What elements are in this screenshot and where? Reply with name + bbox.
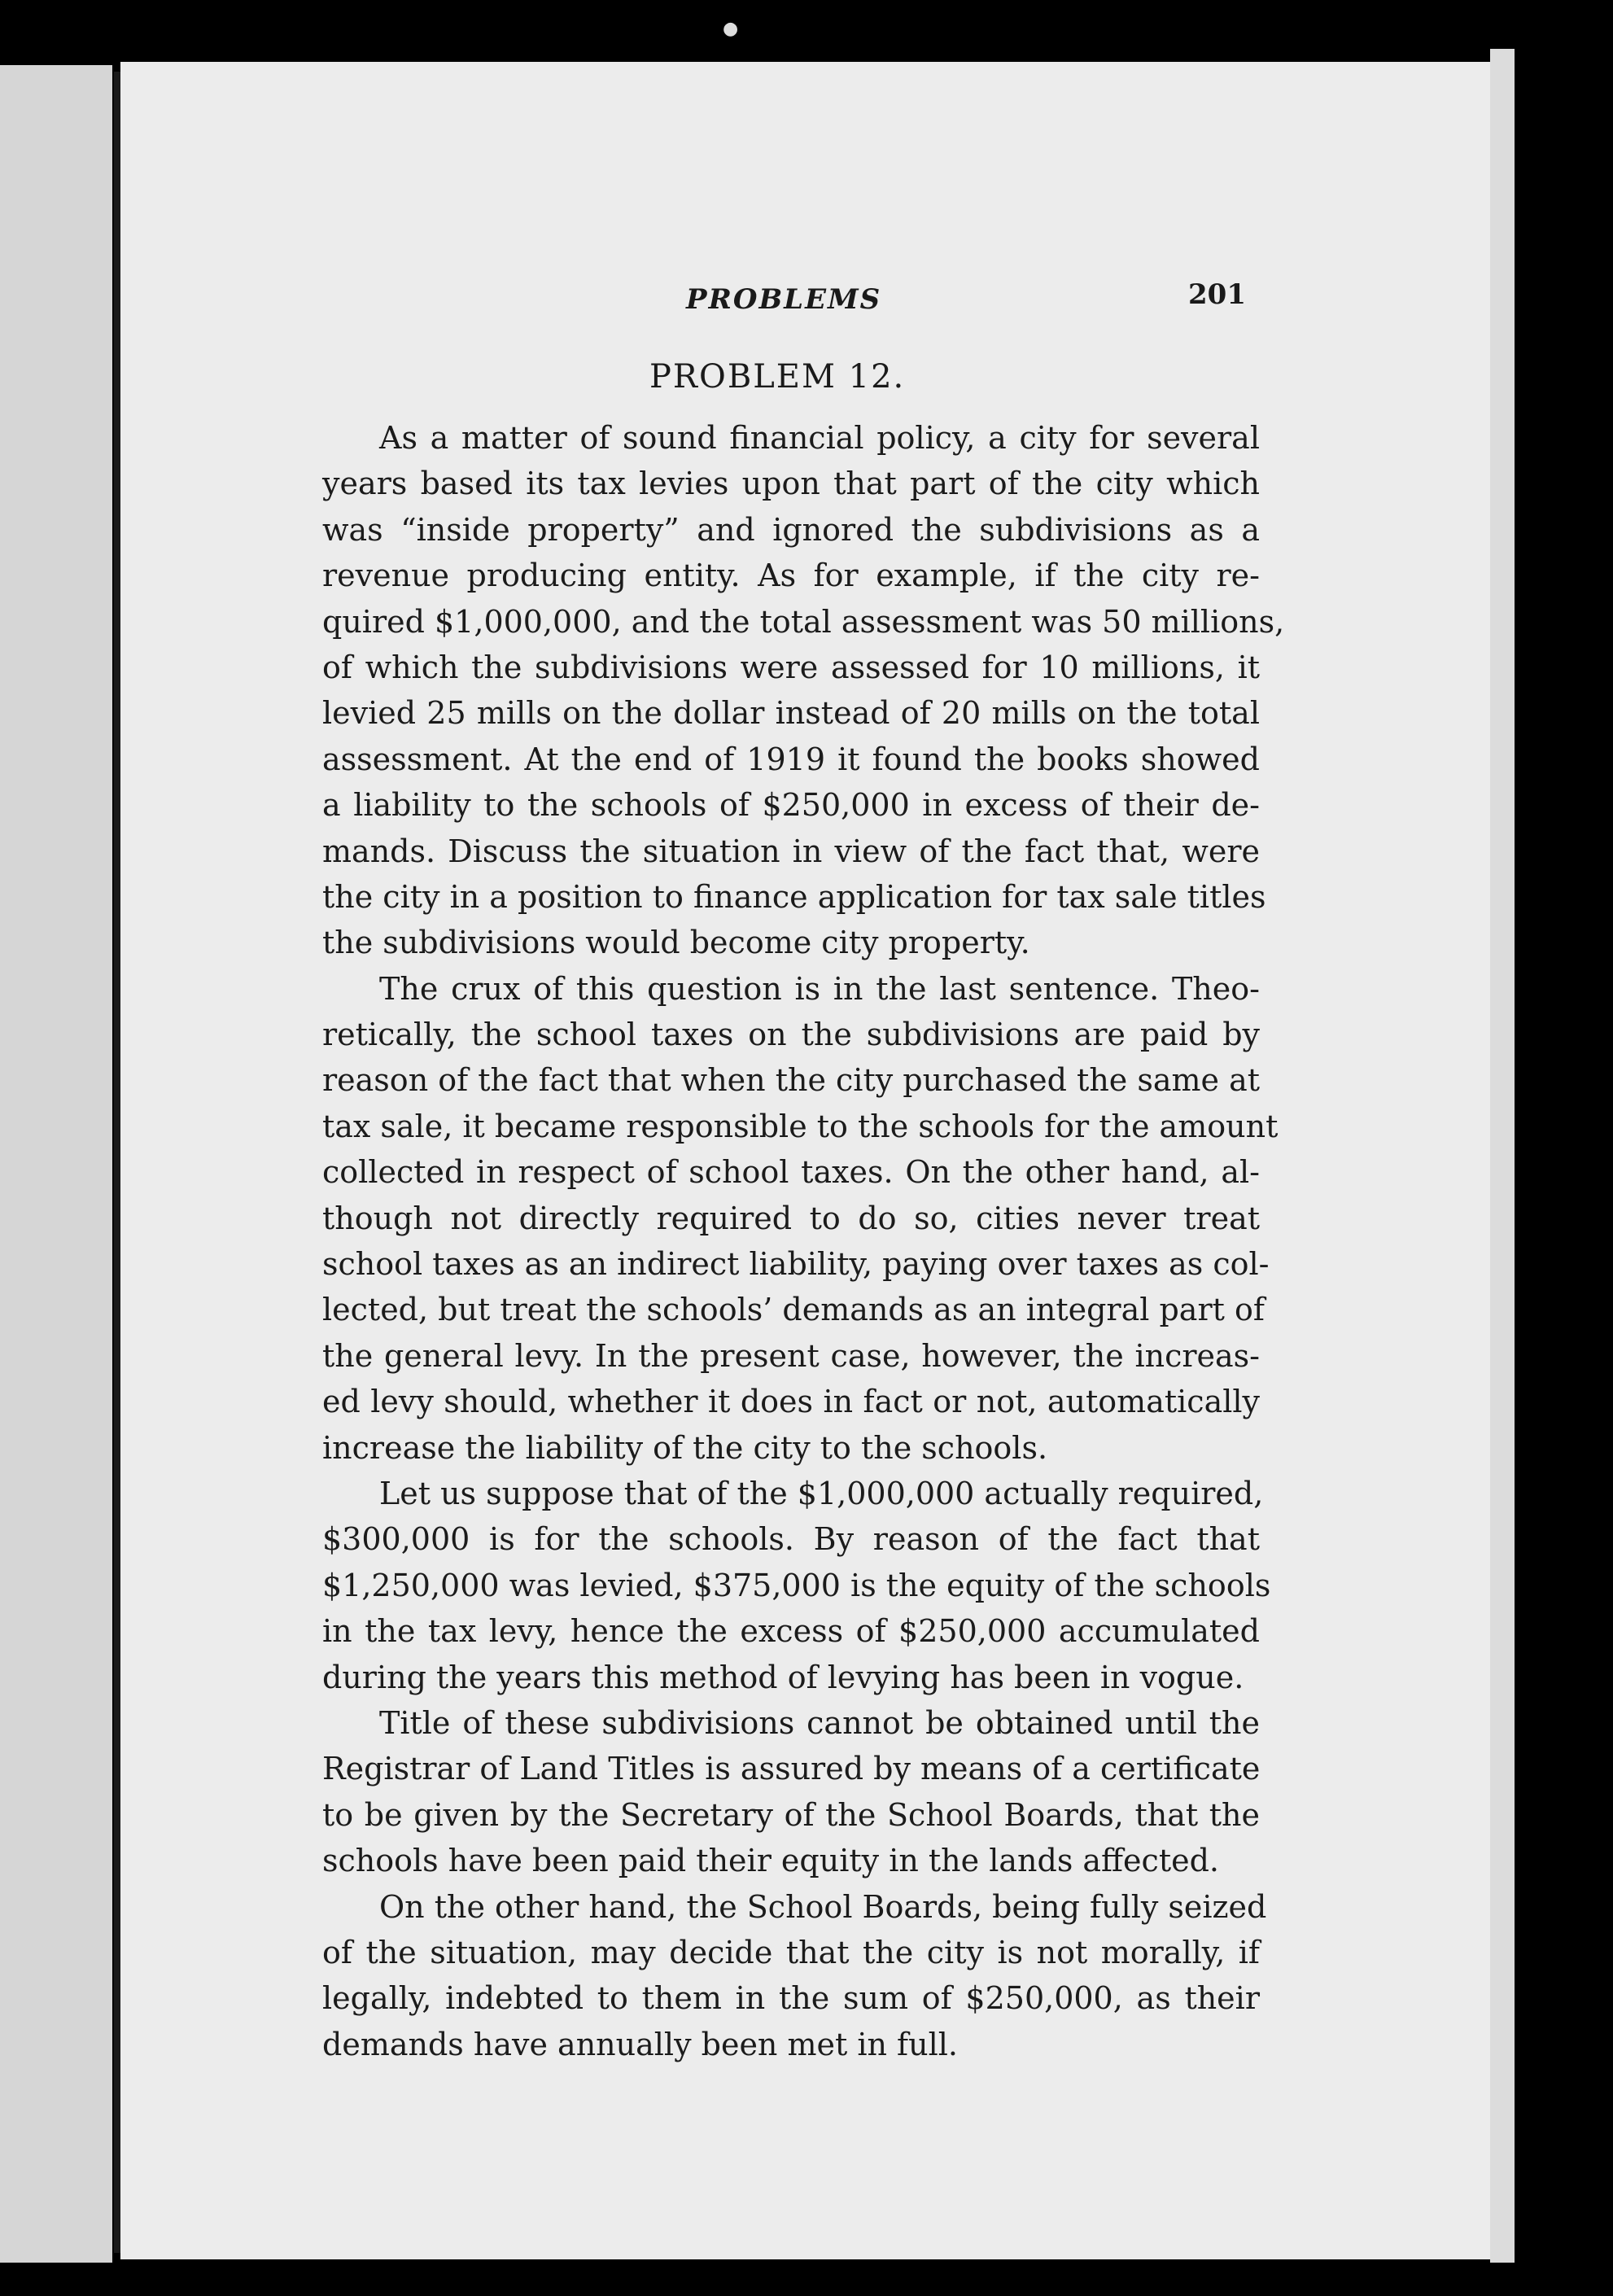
text-line: legally, indebted to them in the sum of $250,000, as their xyxy=(322,1980,1260,2017)
text-line: schools have been paid their equity in the lands affected. xyxy=(322,1843,1219,1879)
text-line: revenue producing entity. As for example, if the city re- xyxy=(322,558,1260,594)
scan-left-margin xyxy=(0,65,112,2263)
paragraph xyxy=(322,1700,1260,1884)
text-line: ed levy should, whether it does in fact or not, automatically xyxy=(322,1384,1260,1420)
text-line: levied 25 mills on the dollar instead of 20 mills on the total xyxy=(322,695,1260,732)
text-line: during the years this method of levying has been in vogue. xyxy=(322,1659,1244,1695)
text-line: the general levy. In the present case, however, the increas- xyxy=(322,1337,1260,1374)
text-line: the city in a position to finance application for tax sale titles xyxy=(322,878,1266,915)
text-line: increase the liability of the city to the schools. xyxy=(322,1429,1048,1466)
text-line: tax sale, it became responsible to the schools for the amount xyxy=(322,1108,1279,1144)
text-line: a liability to the schools of $250,000 in excess of their de- xyxy=(322,787,1260,824)
text-line: school taxes as an indirect liability, paying over taxes as col- xyxy=(322,1246,1270,1283)
text-line: quired $1,000,000, and the total assessment was 50 millions, xyxy=(322,603,1285,640)
text-line: retically, the school taxes on the subdivisions are paid by xyxy=(322,1017,1260,1053)
page-number: 201 xyxy=(1188,278,1246,311)
text-line: $1,250,000 was levied, $375,000 is the equity of the schools xyxy=(322,1567,1271,1603)
text-line: in the tax levy, hence the excess of $250,000 accumulated xyxy=(322,1613,1260,1650)
page-right-edge xyxy=(1490,49,1515,2263)
page-binding-edge xyxy=(114,72,120,2253)
text-line: As a matter of sound financial policy, a city for several xyxy=(379,420,1260,456)
paragraph xyxy=(322,1884,1267,2068)
text-line: demands have annually been met in full. xyxy=(322,2026,958,2062)
paragraph xyxy=(322,415,1285,966)
running-head-title: PROBLEMS xyxy=(686,283,882,316)
text-line: assessment. At the end of 1919 it found the books showed xyxy=(322,741,1260,777)
text-line: mands. Discuss the situation in view of the fact that, were xyxy=(322,833,1260,869)
text-line: of the situation, may decide that the city is not morally, if xyxy=(322,1934,1260,1970)
scan-speck-icon: ● xyxy=(723,19,739,39)
text-line: lected, but treat the schools’ demands as an integral part of xyxy=(322,1292,1265,1328)
text-line: though not directly required to do so, cities never treat xyxy=(322,1200,1260,1236)
paragraph xyxy=(322,966,1279,1471)
problem-heading: PROBLEM 12. xyxy=(649,358,906,396)
text-line: was “inside property” and ignored the subdivisions as a xyxy=(322,511,1260,548)
body-text xyxy=(322,415,1285,2067)
paragraph xyxy=(322,1471,1271,1700)
text-line: On the other hand, the School Boards, being fully seized xyxy=(379,1888,1267,1925)
text-line: Title of these subdivisions cannot be obtained until the xyxy=(379,1704,1260,1741)
text-line: years based its tax levies upon that part of the city which xyxy=(322,466,1260,502)
text-line: $300,000 is for the schools. By reason of the fact that xyxy=(322,1521,1260,1558)
text-line: Registrar of Land Titles is assured by means of a certificate xyxy=(322,1751,1261,1787)
text-line: Let us suppose that of the $1,000,000 actually required, xyxy=(379,1475,1264,1511)
text-line: collected in respect of school taxes. On the other hand, al- xyxy=(322,1154,1260,1191)
text-line: to be given by the Secretary of the School Boards, that the xyxy=(322,1796,1260,1833)
text-line: of which the subdivisions were assessed for 10 millions, it xyxy=(322,649,1260,685)
text-line: reason of the fact that when the city purchased the same at xyxy=(322,1062,1261,1099)
text-line: The crux of this question is in the last sentence. Theo- xyxy=(379,970,1260,1007)
text-line: the subdivisions would become city property. xyxy=(322,925,1030,961)
